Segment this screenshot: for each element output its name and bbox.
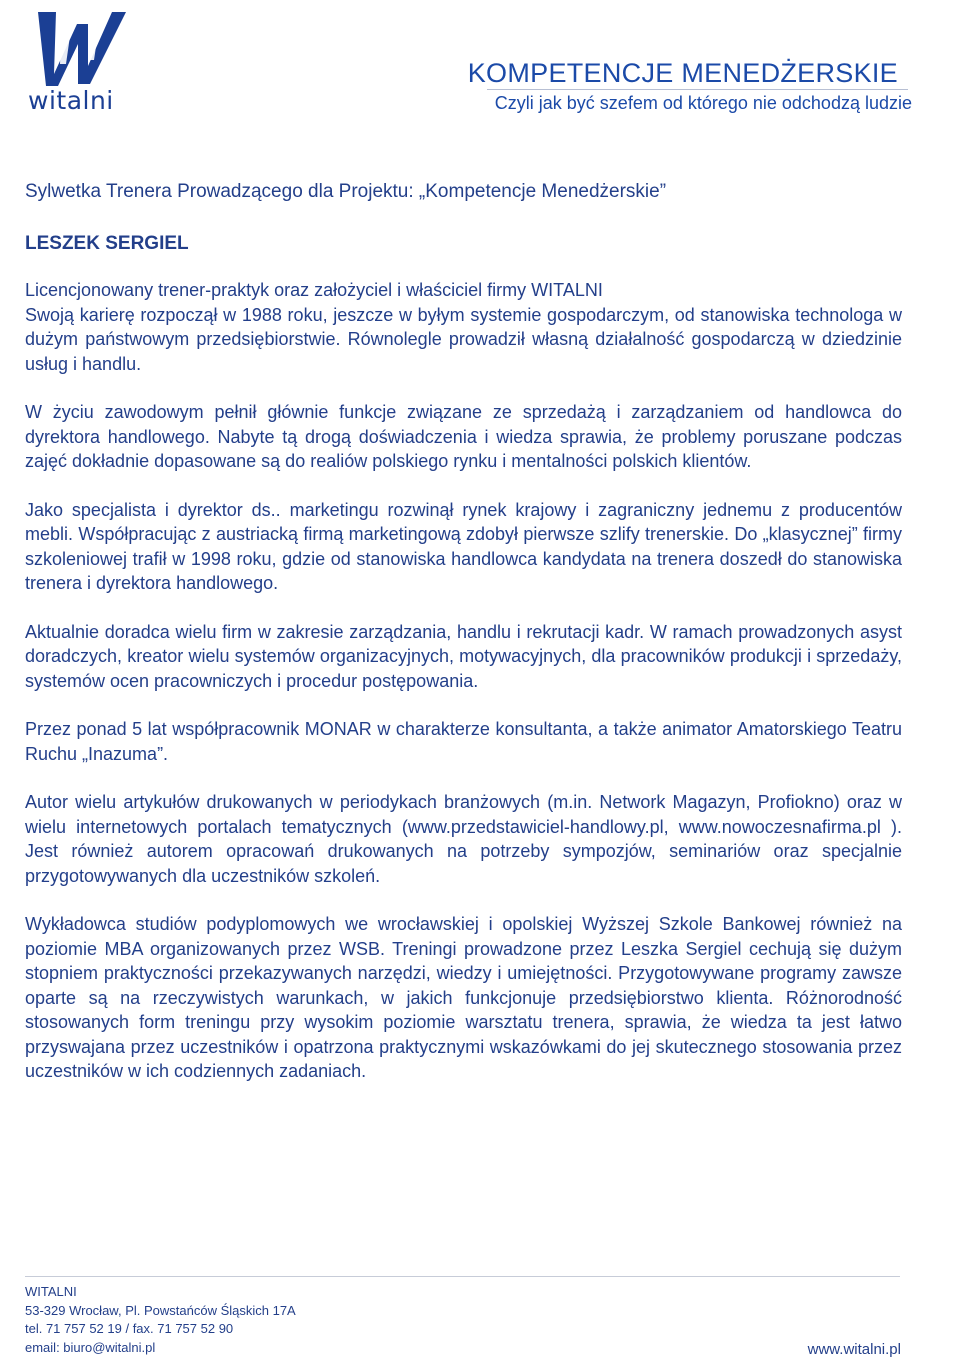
paragraph: Aktualnie doradca wielu firm w zakresie zarządzania, handlu i rekrutacji kadr. W ramach prowadzonych asyst doradczych, kreator wielu systemów organizacyjnych, motywacyjnych, dla pracowników produkcji i sprzedaży, systemów ocen pracowniczych i procedur postępowania. bbox=[25, 621, 902, 691]
paragraph: Swoją karierę rozpoczął w 1988 roku, jeszcze w byłym systemie gospodarczym, od stanowiska technologa w dużym państwowym przedsiębiorstwie. Równolegle prowadził własną działalność gospodarczą w dziedzinie usług i handlu. bbox=[25, 304, 902, 374]
header-subtitle: Czyli jak być szefem od którego nie odchodzą ludzie bbox=[494, 93, 912, 113]
trainer-name: LESZEK SERGIEL bbox=[25, 233, 189, 254]
logo-text: witalni bbox=[28, 86, 114, 115]
header-divider bbox=[487, 89, 908, 90]
footer-company: WITALNI bbox=[25, 1284, 77, 1299]
footer-website-link[interactable]: www.witalni.pl bbox=[807, 1341, 901, 1358]
paragraph: Jako specjalista i dyrektor ds.. marketingu rozwinął rynek krajowy i zagraniczny jednemu z producentów mebli. Współpracując z austriacką firmą marketingową zdobył pierwsze szlify trenerskie. Do „klasycznej” firmy szkoleniowej trafił w 1998 roku, gdzie od stanowiska handlowca kandydata na trenera doszedł do stanowiska trenera i dyrektora handlowego. bbox=[25, 499, 902, 593]
footer-address: 53-329 Wrocław, Pl. Powstańców Śląskich 17A bbox=[25, 1302, 296, 1318]
section-title: Sylwetka Trenera Prowadzącego dla Projektu: „Kompetencje Menedżerskie” bbox=[25, 181, 667, 202]
paragraph: Przez ponad 5 lat współpracownik MONAR w charakterze konsultanta, a także animator Amatorskiego Teatru Ruchu „Inazuma”. bbox=[25, 719, 902, 764]
footer-phone: tel. 71 757 52 19 / fax. 71 757 52 90 bbox=[25, 1321, 234, 1336]
header-title: KOMPETENCJE MENEDŻERSKIE bbox=[467, 58, 898, 88]
footer-email[interactable]: email: biuro@witalni.pl bbox=[25, 1339, 156, 1355]
paragraph: Licencjonowany trener-praktyk oraz założyciel i właściciel firmy WITALNI bbox=[25, 280, 603, 300]
document-body bbox=[25, 178, 902, 1084]
paragraph: Wykładowca studiów podyplomowych we wrocławskiej i opolskiej Wyższej Szkole Bankowej również na poziomie MBA organizowanych przez WSB. Treningi prowadzone przez Leszka Sergiel cechują się dużym stopniem praktyczności przekazywanych narzędzi, wiedzy i umiejętności. Przygotowywane programy zawsze oparte są na rzeczywistych warunkach, w jakich funkcjonuje przedsiębiorstwo klienta. Różnorodność stosowanych form treningu przy wysokim poziomie warsztatu trenera, sprawia, że wiedza ta jest łatwo przyswajana przez uczestników i opatrzona praktycznymi wskazówkami do jej skutecznego stosowania przez uczestników w ich codziennych zadaniach. bbox=[25, 914, 902, 1081]
paragraph: Autor wielu artykułów drukowanych w periodykach branżowych (m.in. Network Magazyn, Profiokno) oraz w wielu internetowych portalach tematycznych (www.przedstawiciel-handlowy.pl, www.nowoczesnafirma.pl ). Jest również autorem opracowań drukowanych na potrzeby sympozjów, seminariów oraz specjalnie przygotowywanych dla uczestników szkoleń. bbox=[25, 792, 902, 886]
paragraph: W życiu zawodowym pełnił głównie funkcje związane ze sprzedażą i zarządzaniem od handlowca do dyrektora handlowego. Nabyte tą drogą doświadczenia i wiedza sprawia, że problemy poruszane podczas zajęć dokładnie dopasowane są do realiów polskiego rynku i mentalności polskich klientów. bbox=[25, 402, 902, 471]
footer-divider bbox=[25, 1276, 900, 1277]
footer-contact bbox=[25, 1283, 296, 1357]
